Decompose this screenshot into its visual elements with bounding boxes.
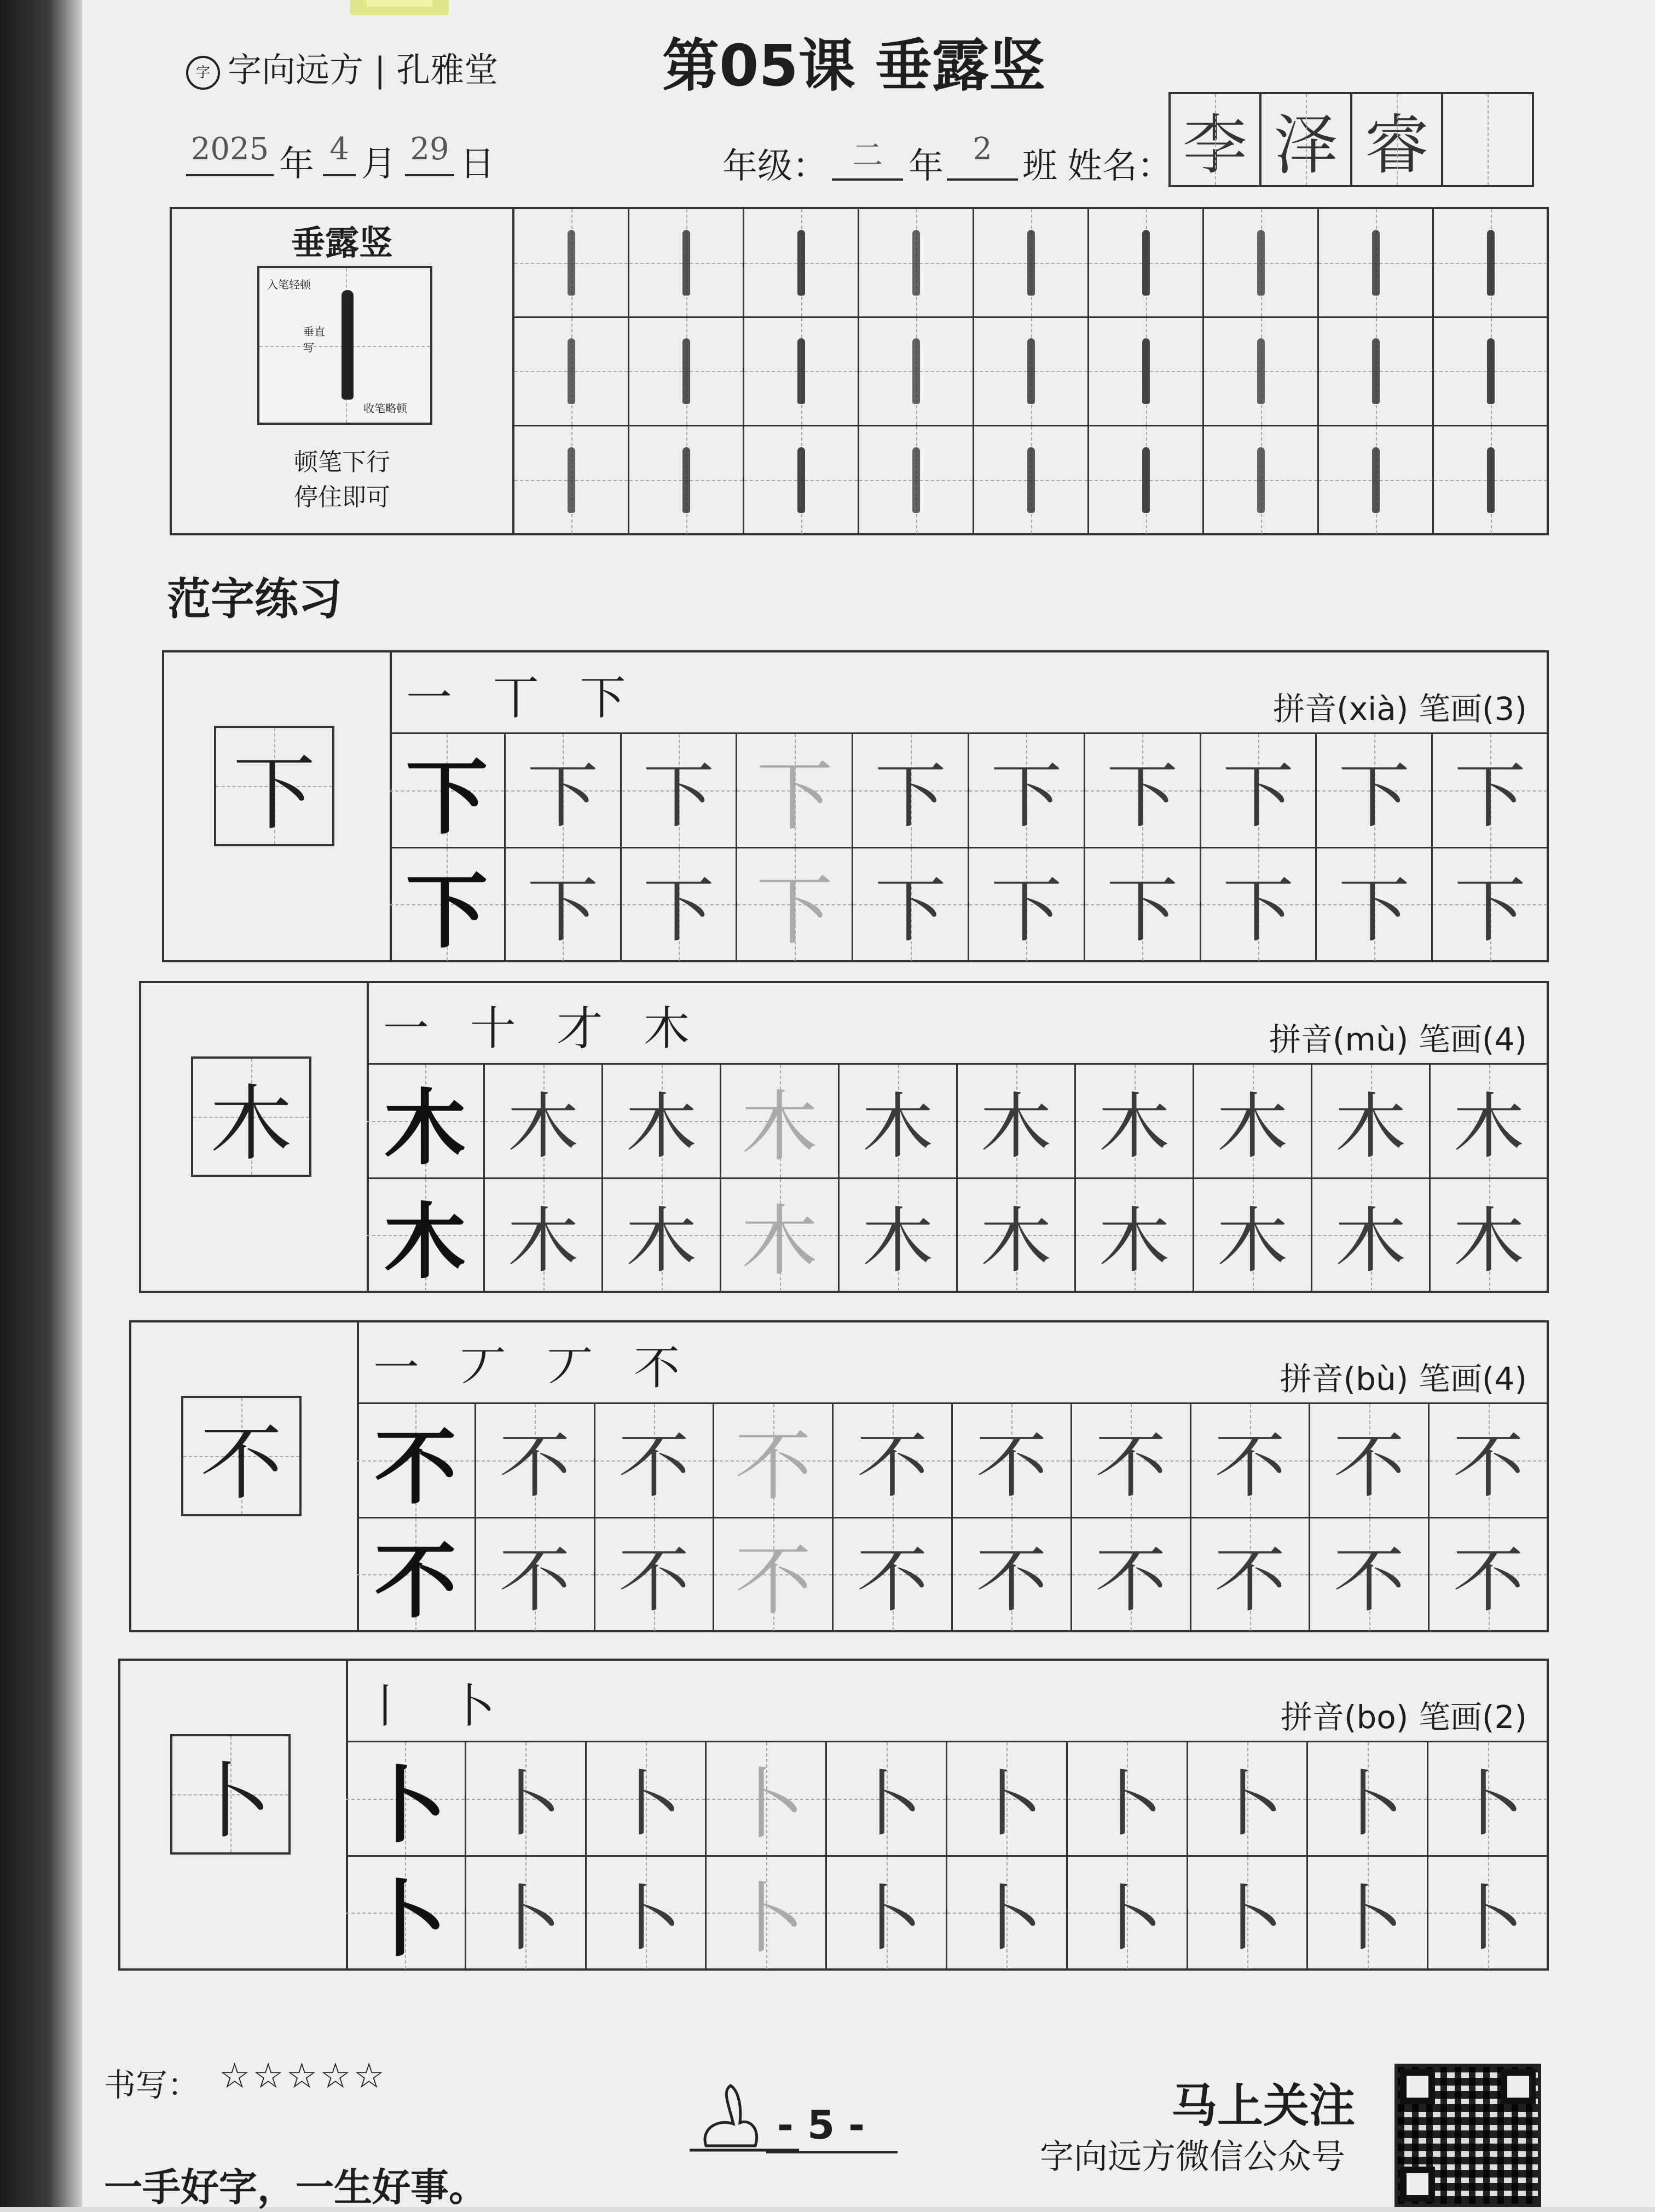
practice-cell <box>357 1404 476 1518</box>
lesson-title: 第05课 垂露竖 <box>662 32 1046 99</box>
practice-cell <box>1310 1518 1430 1633</box>
stroke-practice-cell <box>1204 318 1319 427</box>
pinyin-strokes-info <box>1199 1353 1527 1399</box>
stroke-practice-cell <box>1089 318 1204 427</box>
practice-cell <box>714 1518 834 1633</box>
name-label: 姓名： <box>1067 146 1172 187</box>
stroke-practice-cell <box>629 426 744 535</box>
model-glyph: 卜 <box>364 1872 447 1968</box>
practice-cell <box>346 1857 466 1971</box>
vertical-stroke-icon <box>1372 338 1380 404</box>
handwritten-glyph: 不 <box>618 1538 690 1622</box>
name-box <box>1168 92 1534 187</box>
practice-cell <box>622 848 738 963</box>
vertical-stroke-icon <box>682 338 690 404</box>
practice-cell <box>958 1179 1076 1293</box>
practice-cell <box>1312 1179 1431 1293</box>
stroke-order: 一 丆 丆 不 <box>373 1341 693 1395</box>
practice-cell <box>390 734 506 848</box>
stroke-practice-cell <box>859 426 974 535</box>
character-practice-grid <box>357 1402 1549 1632</box>
stroke-practice-cell <box>1319 209 1434 318</box>
name-cell <box>1352 94 1443 185</box>
practice-cell <box>357 1518 476 1633</box>
practice-cell <box>707 1857 827 1971</box>
name-cell <box>1443 94 1532 185</box>
handwritten-glyph: 下 <box>1454 868 1526 952</box>
stroke-practice-cell <box>1434 426 1549 535</box>
practice-cell <box>506 848 622 963</box>
handwritten-glyph: 不 <box>1214 1538 1286 1622</box>
brand <box>186 43 498 91</box>
practice-cell <box>506 734 622 848</box>
practice-cell <box>969 734 1085 848</box>
stroke-count-label: 笔画(4) <box>1418 1360 1527 1397</box>
handwritten-glyph: 卜 <box>1332 1876 1403 1960</box>
handwritten-glyph: 卜 <box>850 1876 922 1960</box>
practice-cell <box>707 1742 827 1857</box>
stroke-practice-cell <box>629 318 744 427</box>
practice-cell <box>1201 734 1317 848</box>
handwritten-glyph: 木 <box>507 1085 579 1169</box>
practice-cell <box>958 1065 1076 1179</box>
vertical-stroke-icon <box>568 338 575 404</box>
trace-glyph: 卜 <box>727 1874 805 1964</box>
stroke-practice-cell <box>1204 426 1319 535</box>
diagram-label: 入笔轻顿 <box>267 278 311 291</box>
practice-cell <box>947 1742 1068 1857</box>
practice-cell <box>1194 1065 1312 1179</box>
practice-cell <box>1428 1857 1549 1971</box>
date-year: 2025 <box>190 131 269 167</box>
handwritten-glyph: 不 <box>1333 1538 1405 1622</box>
handwritten-glyph: 不 <box>1095 1538 1167 1622</box>
practice-cell <box>466 1742 587 1857</box>
practice-cell <box>587 1857 707 1971</box>
handwritten-glyph: 不 <box>1214 1424 1286 1508</box>
practice-cell <box>466 1857 587 1971</box>
handwritten-glyph: 不 <box>1333 1424 1405 1508</box>
practice-cell <box>1072 1518 1191 1633</box>
handwritten-glyph: 卜 <box>1452 1763 1524 1846</box>
stroke-practice-cell <box>744 426 859 535</box>
handwritten-glyph: 下 <box>1454 754 1526 838</box>
handwritten-glyph: 下 <box>991 754 1062 838</box>
pinyin-label: 拼音(bo) <box>1280 1699 1409 1736</box>
handwritten-glyph: 木 <box>862 1085 934 1169</box>
handwritten-glyph: 木 <box>1453 1085 1525 1169</box>
practice-cell <box>840 1065 958 1179</box>
practice-cell <box>485 1065 603 1179</box>
stroke-order: 一 丅 下 <box>406 671 639 725</box>
grade-suffix: 年 <box>908 146 944 187</box>
practice-cell <box>367 1065 485 1179</box>
practice-cell <box>1188 1742 1309 1857</box>
vertical-stroke-icon <box>1257 447 1265 513</box>
practice-cell <box>1194 1179 1312 1293</box>
handwritten-glyph: 木 <box>1098 1085 1170 1169</box>
handwritten-glyph: 下 <box>1222 868 1294 952</box>
name-char: 李 <box>1182 107 1247 183</box>
practice-cell <box>953 1518 1072 1633</box>
stroke-practice-cell <box>1434 318 1549 427</box>
follow-title: 马上关注 <box>1171 2079 1356 2133</box>
practice-cell <box>1072 1404 1191 1518</box>
stroke-practice-cell <box>1434 209 1549 318</box>
trace-glyph: 木 <box>741 1197 818 1286</box>
page-number-line <box>766 2151 898 2153</box>
handwritten-glyph: 卜 <box>1211 1763 1283 1846</box>
practice-cell <box>1310 1404 1430 1518</box>
vertical-stroke-icon <box>682 447 690 513</box>
practice-cell <box>953 1404 1072 1518</box>
name-char: 睿 <box>1364 107 1429 183</box>
handwritten-glyph: 木 <box>1217 1085 1288 1169</box>
vertical-stroke-icon <box>1257 230 1265 296</box>
model-character-glyph: 木 <box>210 1077 292 1172</box>
name-cell <box>1171 94 1261 185</box>
desk-edge <box>0 0 82 2207</box>
brand-text: 字向远方 | 孔雅堂 <box>228 50 499 90</box>
vertical-stroke-icon <box>1142 447 1150 513</box>
character-practice-grid <box>390 732 1549 962</box>
model-glyph: 木 <box>384 1194 466 1291</box>
vertical-stroke-icon <box>1487 230 1495 296</box>
handwritten-glyph: 下 <box>1222 754 1294 838</box>
qr-code-icon[interactable] <box>1394 2064 1541 2207</box>
practice-cell <box>595 1518 715 1633</box>
handwritten-glyph: 不 <box>499 1538 571 1622</box>
practice-cell <box>840 1179 958 1293</box>
vertical-stroke-icon <box>797 338 805 404</box>
trace-glyph: 不 <box>734 1536 812 1626</box>
pinyin-label: 拼音(mù) <box>1269 1021 1409 1058</box>
practice-cell <box>1068 1742 1188 1857</box>
stroke-order: 丨 卜 <box>362 1679 508 1733</box>
handwritten-glyph: 下 <box>875 868 946 952</box>
model-character-glyph: 不 <box>200 1416 282 1511</box>
handwritten-glyph: 卜 <box>1332 1763 1403 1846</box>
practice-cell <box>476 1518 595 1633</box>
model-glyph: 下 <box>406 749 488 846</box>
practice-cell <box>1191 1404 1311 1518</box>
handwritten-glyph: 下 <box>1338 868 1410 952</box>
handwritten-glyph: 下 <box>991 868 1062 952</box>
practice-cell <box>853 734 969 848</box>
vertical-stroke-icon <box>568 447 575 513</box>
date-year-label: 年 <box>279 144 314 184</box>
stroke-practice-cell <box>744 209 859 318</box>
practice-cell <box>827 1857 947 1971</box>
handwritten-glyph: 木 <box>980 1199 1052 1283</box>
section-title: 范字练习 <box>167 574 342 625</box>
pinyin-strokes-info <box>1199 1014 1527 1060</box>
handwritten-glyph: 木 <box>1217 1199 1288 1283</box>
handwritten-glyph: 卜 <box>850 1763 922 1846</box>
model-glyph: 木 <box>384 1079 466 1176</box>
class-value: 2 <box>973 131 992 167</box>
practice-cell <box>1308 1857 1428 1971</box>
stroke-order: 一 十 才 木 <box>383 1002 703 1055</box>
practice-cell <box>367 1179 485 1293</box>
model-character <box>181 1396 302 1516</box>
practice-cell <box>603 1065 721 1179</box>
practice-cell <box>485 1179 603 1293</box>
handwritten-glyph: 下 <box>643 868 714 952</box>
practice-cell <box>721 1179 840 1293</box>
class-line <box>947 178 1018 181</box>
date-day-label: 日 <box>460 144 495 184</box>
practice-cell <box>622 734 738 848</box>
grade-line <box>832 178 903 181</box>
trace-glyph: 不 <box>734 1422 812 1512</box>
pinyin-strokes-info <box>1199 1691 1527 1737</box>
vertical-stroke-icon <box>912 230 920 296</box>
practice-cell <box>1076 1065 1194 1179</box>
stroke-practice-cell <box>514 426 629 535</box>
practice-cell <box>1191 1518 1311 1633</box>
vertical-stroke-icon <box>682 230 690 296</box>
handwritten-glyph: 木 <box>862 1199 934 1283</box>
model-glyph: 下 <box>406 863 488 960</box>
practice-cell <box>1308 1742 1428 1857</box>
practice-cell <box>346 1742 466 1857</box>
stroke-practice-grid <box>514 209 1549 535</box>
trace-glyph: 卜 <box>727 1760 805 1850</box>
vertical-stroke-icon <box>797 447 805 513</box>
practice-cell <box>1201 848 1317 963</box>
stroke-practice-cell <box>514 318 629 427</box>
stroke-info <box>170 207 514 535</box>
stroke-practice-cell <box>1319 426 1434 535</box>
handwritten-glyph: 不 <box>499 1424 571 1508</box>
stroke-practice-cell <box>859 209 974 318</box>
name-cell <box>1261 94 1352 185</box>
date-month-label: 月 <box>361 144 396 184</box>
model-glyph: 不 <box>374 1533 457 1630</box>
stroke-count-label: 笔画(3) <box>1418 690 1527 727</box>
handwritten-glyph: 不 <box>857 1424 928 1508</box>
model-character-glyph: 卜 <box>189 1754 271 1850</box>
stroke-practice-cell <box>859 318 974 427</box>
stroke-practice-cell <box>1089 209 1204 318</box>
vertical-stroke-icon <box>1257 338 1265 404</box>
handwritten-glyph: 卜 <box>1452 1876 1524 1960</box>
stroke-practice-cell <box>744 318 859 427</box>
practice-cell <box>834 1518 953 1633</box>
practice-cell <box>587 1742 707 1857</box>
practice-cell <box>1428 1742 1549 1857</box>
handwritten-glyph: 卜 <box>610 1876 681 1960</box>
vertical-stroke-icon <box>912 338 920 404</box>
practice-cell <box>595 1404 715 1518</box>
practice-cell <box>1312 1065 1431 1179</box>
slogan: 一手好字，一生好事。 <box>104 2165 487 2210</box>
vertical-stroke-icon <box>568 230 575 296</box>
brand-logo-icon: 字 <box>186 56 220 90</box>
date-month-line <box>323 174 356 176</box>
trace-glyph: 下 <box>756 752 833 842</box>
handwritten-glyph: 木 <box>1098 1199 1170 1283</box>
practice-cell <box>827 1742 947 1857</box>
practice-cell <box>1430 1404 1549 1518</box>
vertical-stroke-icon <box>1142 230 1150 296</box>
stroke-practice-cell <box>1204 209 1319 318</box>
pinyin-label: 拼音(xià) <box>1273 690 1409 727</box>
stroke-practice-cell <box>514 209 629 318</box>
character-practice-grid <box>367 1063 1549 1293</box>
vertical-stroke-icon <box>1027 447 1035 513</box>
practice-cell <box>1188 1857 1309 1971</box>
handwritten-glyph: 木 <box>626 1199 697 1283</box>
stroke-title: 垂露竖 <box>291 223 393 263</box>
rating-stars: ☆☆☆☆☆ <box>219 2056 387 2097</box>
practice-cell <box>1317 734 1433 848</box>
practice-cell <box>714 1404 834 1518</box>
vertical-stroke-icon <box>1372 447 1380 513</box>
handwritten-glyph: 不 <box>1095 1424 1167 1508</box>
stroke-count-label: 笔画(4) <box>1418 1021 1527 1058</box>
page-number: - 5 - <box>777 2102 865 2148</box>
handwritten-glyph: 木 <box>1335 1085 1407 1169</box>
handwritten-glyph: 不 <box>976 1538 1048 1622</box>
handwritten-glyph: 下 <box>643 754 714 838</box>
practice-cell <box>603 1179 721 1293</box>
name-char: 泽 <box>1273 107 1338 183</box>
practice-cell <box>1433 848 1549 963</box>
practice-cell <box>1431 1179 1549 1293</box>
stroke-practice-cell <box>974 318 1089 427</box>
handwritten-glyph: 卜 <box>971 1763 1043 1846</box>
practice-cell <box>1430 1518 1549 1633</box>
stroke-hint-line2: 停住即可 <box>294 483 390 511</box>
handwritten-glyph: 下 <box>1338 754 1410 838</box>
diagram-label: 垂直写 <box>303 325 325 354</box>
practice-cell <box>1085 848 1201 963</box>
stroke-practice-cell <box>1319 318 1434 427</box>
handwritten-glyph: 卜 <box>1211 1876 1283 1960</box>
diagram-label: 收笔略顿 <box>363 402 407 415</box>
stroke-practice-cell <box>974 209 1089 318</box>
date-day: 29 <box>410 131 449 167</box>
handwritten-glyph: 不 <box>1453 1424 1524 1508</box>
practice-cell <box>476 1404 595 1518</box>
handwritten-glyph: 下 <box>1107 754 1178 838</box>
vertical-stroke-icon <box>1142 338 1150 404</box>
handwritten-glyph: 卜 <box>1091 1763 1163 1846</box>
practice-cell <box>947 1857 1068 1971</box>
handwritten-glyph: 卜 <box>490 1876 562 1960</box>
follow-subtitle: 字向远方微信公众号 <box>1040 2136 1346 2176</box>
trace-glyph: 下 <box>756 866 833 956</box>
handwritten-glyph: 木 <box>626 1085 697 1169</box>
practice-cell <box>390 848 506 963</box>
date-year-line <box>186 174 274 176</box>
practice-cell <box>1433 734 1549 848</box>
handwritten-glyph: 卜 <box>610 1763 681 1846</box>
practice-cell <box>1068 1857 1188 1971</box>
practice-cell <box>834 1404 953 1518</box>
grade-value: 二 <box>852 138 883 174</box>
handwritten-glyph: 卜 <box>490 1763 562 1846</box>
handwritten-glyph: 不 <box>1453 1538 1524 1622</box>
practice-cell <box>737 734 853 848</box>
handwritten-glyph: 下 <box>875 754 946 838</box>
vertical-stroke-icon <box>1027 230 1035 296</box>
stroke-hint-line1: 顿笔下行 <box>294 448 390 476</box>
handwritten-glyph: 卜 <box>971 1876 1043 1960</box>
date-month: 4 <box>329 131 349 167</box>
vertical-stroke-icon <box>797 230 805 296</box>
stroke-practice-cell <box>974 426 1089 535</box>
stroke-diagram <box>257 266 432 425</box>
practice-cell <box>853 848 969 963</box>
character-practice-grid <box>346 1741 1549 1971</box>
trace-glyph: 木 <box>741 1083 818 1173</box>
handwritten-glyph: 下 <box>527 754 599 838</box>
handwritten-glyph: 不 <box>857 1538 928 1622</box>
pinyin-strokes-info <box>1199 683 1527 729</box>
practice-cell <box>721 1065 840 1179</box>
handwritten-glyph: 木 <box>1335 1199 1407 1283</box>
practice-cell <box>737 848 853 963</box>
handwritten-glyph: 不 <box>618 1424 690 1508</box>
handwritten-glyph: 下 <box>527 868 599 952</box>
practice-cell <box>1076 1179 1194 1293</box>
class-suffix: 班 <box>1022 146 1057 187</box>
stroke-count-label: 笔画(2) <box>1418 1699 1527 1736</box>
practice-cell <box>1085 734 1201 848</box>
vertical-stroke-icon <box>1027 338 1035 404</box>
stroke-practice-cell <box>1089 426 1204 535</box>
vertical-stroke-icon <box>342 290 354 400</box>
date-day-line <box>405 174 454 176</box>
tape-highlight <box>367 0 432 7</box>
handwritten-glyph: 下 <box>1107 868 1178 952</box>
model-glyph: 不 <box>374 1419 457 1516</box>
handwritten-glyph: 木 <box>980 1085 1052 1169</box>
model-character <box>170 1734 291 1855</box>
handwritten-glyph: 不 <box>976 1424 1048 1508</box>
handwritten-glyph: 卜 <box>1091 1876 1163 1960</box>
writing-label: 书写： <box>104 2066 200 2104</box>
model-character-glyph: 下 <box>233 746 315 841</box>
grade-label: 年级： <box>722 146 828 187</box>
vertical-stroke-icon <box>1487 447 1495 513</box>
model-character <box>191 1056 311 1177</box>
handwritten-glyph: 木 <box>507 1199 579 1283</box>
practice-cell <box>1431 1065 1549 1179</box>
vertical-stroke-icon <box>912 447 920 513</box>
model-glyph: 卜 <box>364 1757 447 1854</box>
model-character <box>214 726 334 846</box>
practice-cell <box>1317 848 1433 963</box>
vertical-stroke-icon <box>1372 230 1380 296</box>
pinyin-label: 拼音(bù) <box>1280 1360 1409 1397</box>
practice-cell <box>969 848 1085 963</box>
stroke-practice-cell <box>629 209 744 318</box>
handwritten-glyph: 木 <box>1453 1199 1525 1283</box>
vertical-stroke-icon <box>1487 338 1495 404</box>
